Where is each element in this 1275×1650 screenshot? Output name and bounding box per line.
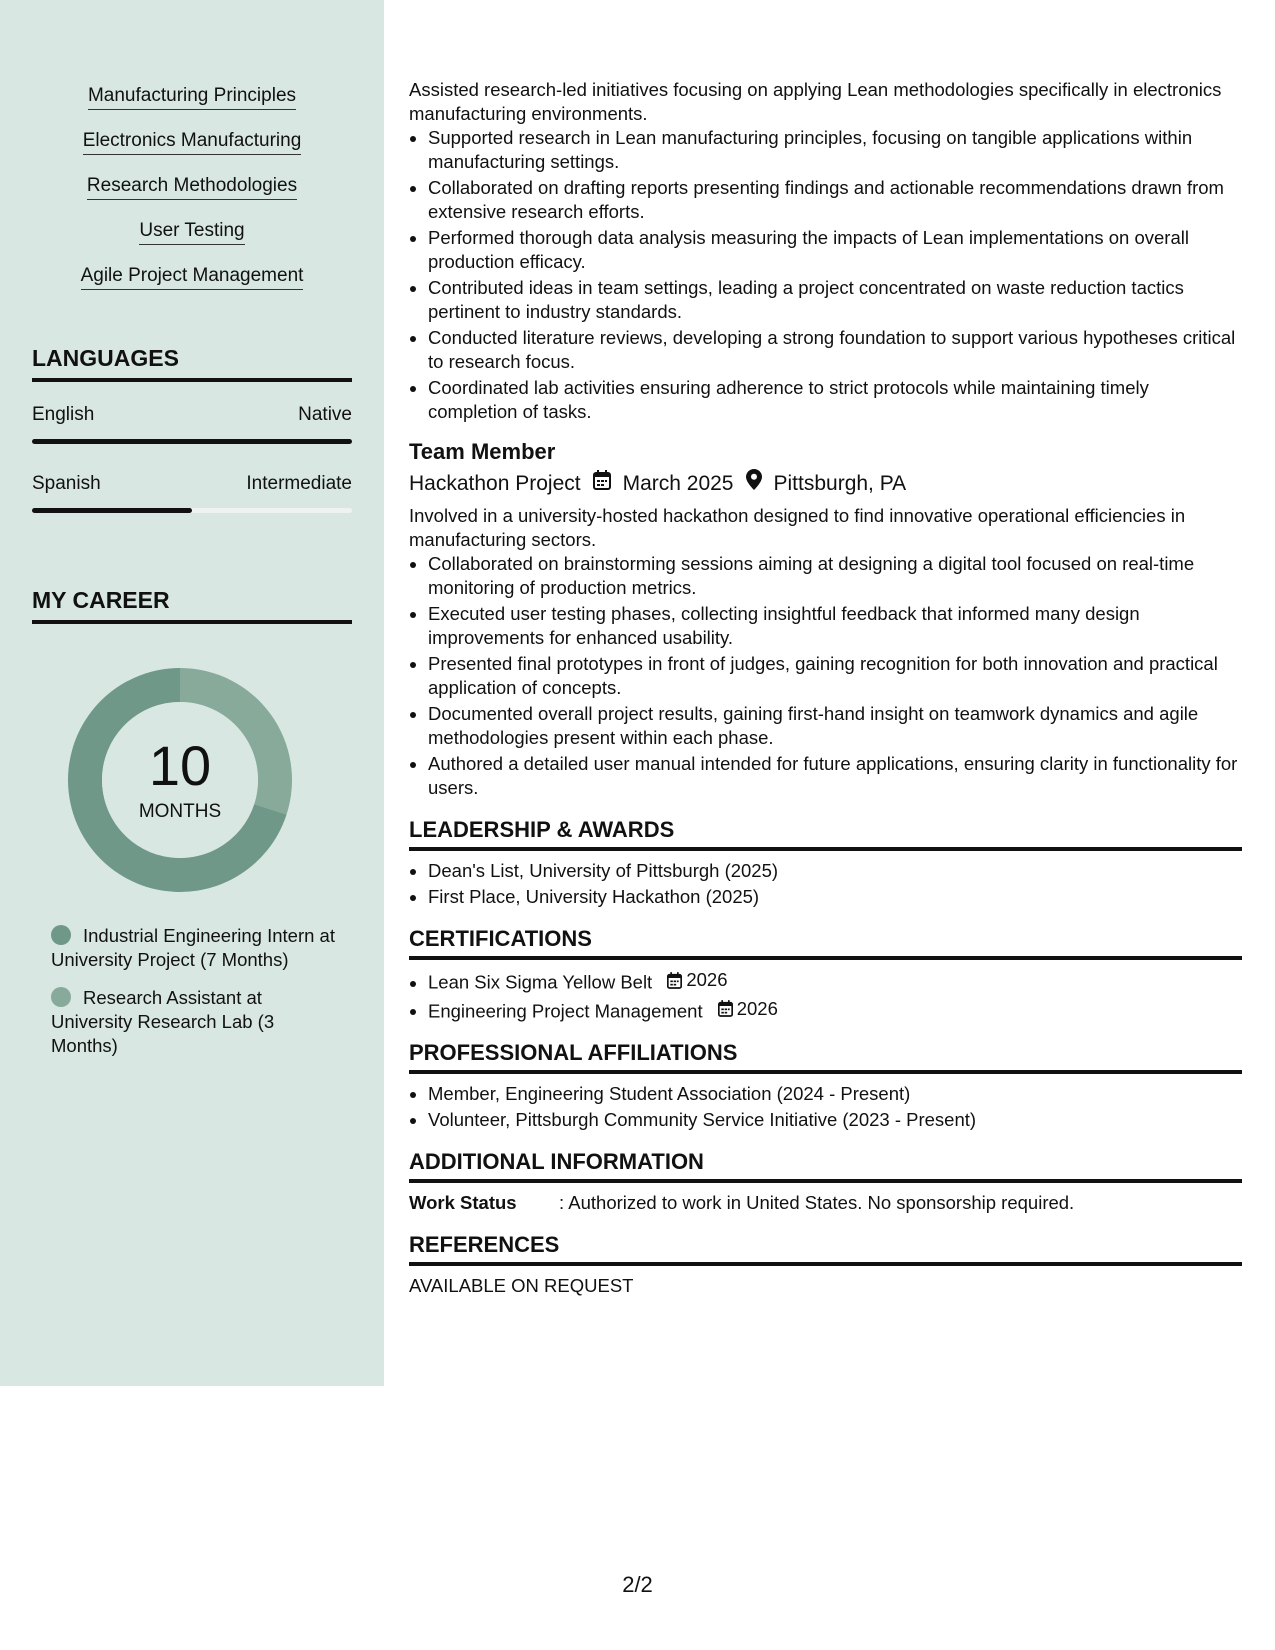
certifications-heading: CERTIFICATIONS [409, 925, 1242, 960]
references-heading: REFERENCES [409, 1231, 1242, 1266]
certification-name: Engineering Project Management [428, 1000, 703, 1021]
language-name: English [32, 404, 95, 425]
legend-dot-icon [51, 987, 71, 1007]
list-item: • Executed user testing phases, collecting insightful feedback that informed many design improvements for enhanced usability. [428, 602, 1242, 650]
language-name: Spanish [32, 473, 101, 494]
sidebar [0, 0, 384, 1386]
list-item: • First Place, University Hackathon (2025) [428, 885, 1242, 909]
language-item [32, 472, 352, 513]
affiliations-list [409, 1082, 1242, 1132]
skill-item: Manufacturing Principles [32, 84, 352, 129]
list-item: • Contributed ideas in team settings, leading a project concentrated on waste reduction tactics pertinent to industry standards. [428, 276, 1242, 324]
list-item [428, 968, 1242, 995]
experience-intro: Assisted research-led initiatives focusing on applying Lean methodologies specifically in electronics manufacturing environments. [409, 79, 1222, 124]
references-text: AVAILABLE ON REQUEST [409, 1275, 634, 1296]
leadership-list [409, 859, 1242, 909]
leadership-heading: LEADERSHIP & AWARDS [409, 816, 1242, 851]
skills-list [32, 84, 352, 309]
legend-dot-icon [51, 925, 71, 945]
career-unit: MONTHS [138, 801, 222, 822]
career-total: 10 [148, 734, 212, 797]
skill-item: Electronics Manufacturing [32, 129, 352, 174]
role-location: Pittsburgh, PA [773, 471, 907, 495]
certification-name: Lean Six Sigma Yellow Belt [428, 971, 653, 993]
list-item [428, 997, 1242, 1024]
skill-item: User Testing [32, 219, 352, 264]
location-pin-icon [746, 469, 762, 498]
page-number: 2/2 [622, 1572, 653, 1597]
list-item: • Authored a detailed user manual intended for future applications, ensuring clarity in functionality for users. [428, 752, 1242, 800]
certification-year: 2026 [686, 969, 728, 990]
list-item: • Performed thorough data analysis measuring the impacts of Lean implementations on overall production efficacy. [428, 226, 1242, 274]
calendar-icon [667, 972, 682, 989]
career-heading: MY CAREER [32, 586, 352, 624]
list-item: • Collaborated on drafting reports presenting findings and actionable recommendations drawn from extensive research efforts. [428, 176, 1242, 224]
role-org: Hackathon Project [409, 471, 581, 495]
list-item: • Presented final prototypes in front of judges, gaining recognition for both innovation and practical application of concepts. [428, 652, 1242, 700]
skill-item: Agile Project Management [32, 264, 352, 309]
language-level: Native [298, 404, 352, 425]
work-status-value: : Authorized to work in United States. No sponsorship required. [559, 1192, 1075, 1213]
list-item: • Collaborated on brainstorming sessions aiming at designing a digital tool focused on real-time monitoring of production metrics. [428, 552, 1242, 600]
additional-info-heading: ADDITIONAL INFORMATION [409, 1148, 1242, 1183]
language-bar [32, 439, 352, 444]
language-bar-fill [32, 439, 352, 444]
career-legend-item: Research Assistant at University Research Lab (3 Months) [51, 987, 275, 1056]
career-legend-item: Industrial Engineering Intern at University Project (7 Months) [51, 925, 335, 970]
list-item: • Conducted literature reviews, developing a strong foundation to support various hypotheses critical to research focus. [428, 326, 1242, 374]
work-status-label: Work Status [409, 1192, 517, 1213]
list-item: • Supported research in Lean manufacturing principles, focusing on tangible applications within manufacturing settings. [428, 126, 1242, 174]
certifications-list [409, 968, 1242, 1023]
list-item: • Documented overall project results, gaining first-hand insight on teamwork dynamics and agile methodologies present within each phase. [428, 702, 1242, 750]
role-title: Team Member [409, 439, 556, 464]
work-status-row [409, 1191, 1242, 1215]
list-item: • Volunteer, Pittsburgh Community Service Initiative (2023 - Present) [428, 1108, 1242, 1132]
language-level: Intermediate [246, 473, 352, 494]
calendar-icon [593, 470, 611, 498]
role-meta [409, 469, 1242, 498]
affiliations-heading: PROFESSIONAL AFFILIATIONS [409, 1039, 1242, 1074]
role-date: March 2025 [622, 471, 734, 495]
role-summary: Involved in a university-hosted hackathon designed to find innovative operational efficiencies in manufacturing sectors. [409, 505, 1186, 550]
language-bar [32, 508, 352, 513]
main-content [409, 78, 1242, 1298]
certification-year: 2026 [736, 997, 778, 1019]
list-item: • Coordinated lab activities ensuring adherence to strict protocols while maintaining timely completion of tasks. [428, 376, 1242, 424]
list-item: • Member, Engineering Student Association (2024 - Present) [428, 1082, 1242, 1106]
calendar-icon [718, 1000, 733, 1017]
language-bar-fill [32, 508, 192, 513]
role-bullets [409, 552, 1242, 800]
list-item: • Dean's List, University of Pittsburgh (2025) [428, 859, 1242, 883]
languages-heading: LANGUAGES [32, 344, 352, 382]
skill-item: Research Methodologies [32, 174, 352, 219]
language-item [32, 403, 352, 444]
experience-bullets [409, 126, 1242, 424]
